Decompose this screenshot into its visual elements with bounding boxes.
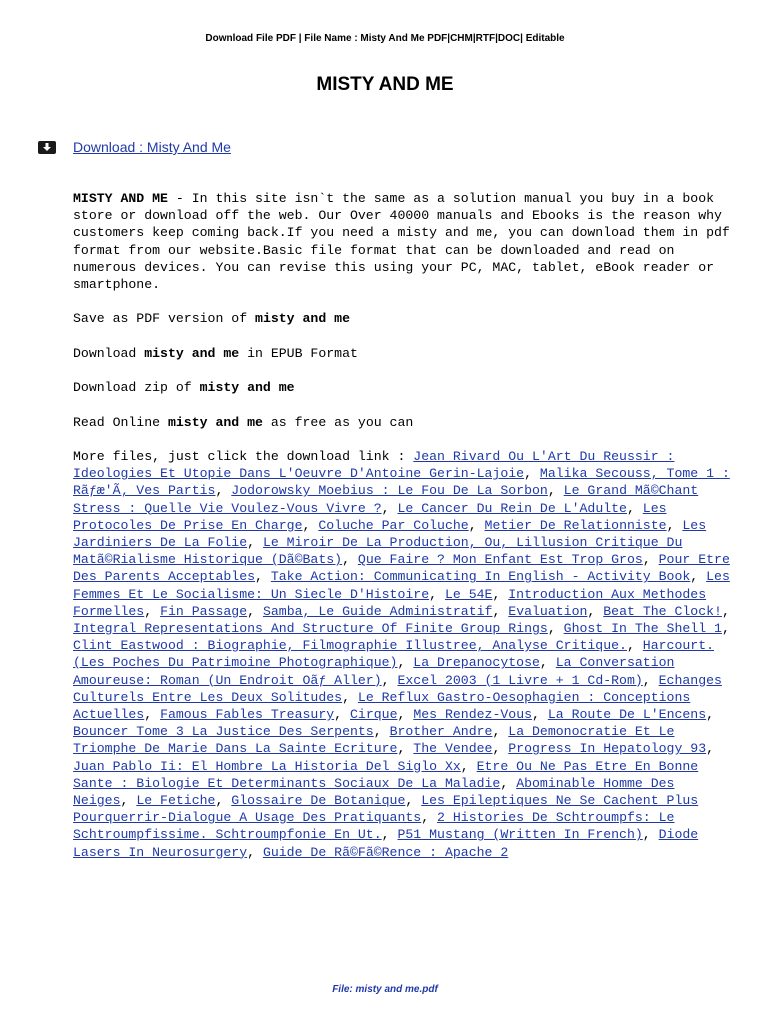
separator: , [547,483,564,499]
separator: , [492,586,509,602]
separator: , [373,724,390,740]
file-link[interactable]: Abominable Homme Des Neiges [73,775,675,809]
separator: , [144,707,161,723]
separator: , [721,621,730,636]
file-link[interactable]: Metier De Relationniste [484,517,667,533]
read-online-line [73,414,733,431]
page-header: Download File PDF | File Name : Misty And Me PDF|CHM|RTF|DOC| Editable [205,33,565,44]
separator: , [381,672,398,688]
file-link[interactable]: Le Fetiche [136,793,216,809]
file-link[interactable]: Pour Etre Des Parents Acceptables [73,552,730,585]
separator: , [460,758,477,774]
file-link[interactable]: Les Jardiniers De La Folie [73,517,707,550]
file-link[interactable]: La Route De L'Encens [547,707,707,723]
file-link[interactable]: Que Faire ? Mon Enfant Est Trop Gros [357,552,643,568]
line-text: in EPUB Format [239,345,358,361]
intro-paragraph [73,190,733,293]
file-link[interactable]: Mes Rendez-Vous [413,707,533,723]
file-link[interactable]: Brother Andre [389,724,493,740]
download-row [38,137,231,157]
file-link[interactable]: Progress In Hepatology 93 [508,741,707,757]
intro-text: - In this site isn`t the same as a solution manual you buy in a book store or download off the web. Our Over 40000 manuals and Ebooks is the reason why customers keep coming back.If you need a misty and me, you can download them in pdf format from our website.Basic file format that can be downloaded and read on numerous devices. You can revise this using your PC, MAC, tablet, eBook reader or smartphone. [73,191,730,293]
separator: , [397,655,414,671]
file-link[interactable]: Le Reflux Gastro-Oesophagien : Conceptions Actuelles [73,689,691,723]
file-link[interactable]: P51 Mustang (Written In French) [397,827,643,843]
separator: , [120,793,137,809]
file-link[interactable]: The Vendee [413,741,493,757]
file-link[interactable]: Excel 2003 (1 Livre + 1 Cd-Rom) [397,672,643,688]
document-body [73,190,733,878]
file-link[interactable]: Beat The Clock! [603,603,722,619]
separator: , [334,707,350,723]
file-link[interactable]: Guide De Rã©Fã©Rence : Apache 2 [262,844,509,860]
separator: , [144,603,161,619]
file-link[interactable]: Integral Representations And Structure Of Finite Group Rings [73,621,548,636]
epub-line [73,345,733,362]
page-title: MISTY AND ME [316,74,454,95]
download-link[interactable]: Download : Misty And Me [73,139,231,155]
separator: , [492,724,509,740]
file-link[interactable]: Le 54E [444,586,493,602]
separator: , [587,603,604,619]
file-link[interactable]: Juan Pablo Ii: El Hombre La Historia Del Siglo Xx [73,758,461,774]
file-link[interactable]: Le Grand Mã©Chant Stress : Quelle Vie Voulez-Vous Vivre ? [73,483,699,516]
separator: , [642,552,659,568]
zip-line [73,379,733,396]
file-link[interactable]: Le Miroir De La Production, Ou, Lillusion Critique Du Matã©Rialisme Historique (Dã©Bats) [73,534,683,568]
file-link[interactable]: Introduction Aux Methodes Formelles [73,586,707,619]
more-files-list [73,449,730,860]
separator: , [706,741,715,757]
file-link[interactable]: La Conversation Amoureuse: Roman (Un Endroit Oãƒ Aller) [73,655,675,688]
separator: , [706,707,715,723]
page-footer: File: misty and me.pdf [332,984,438,995]
line-text: Save as PDF version of [73,311,256,327]
line-text: as free as you can [262,414,414,430]
more-files-intro: More files, just click the download link : [73,448,414,464]
file-link[interactable]: Echanges Culturels Entre Les Deux Solitudes [73,672,722,705]
separator: , [547,621,564,636]
file-link[interactable]: Coluche Par Coluche [318,517,469,533]
file-link[interactable]: Cirque [350,707,398,723]
line-text: Download [73,345,145,361]
file-link[interactable]: 2 Histories De Schtroumpfs: Le Schtroumpfissime. Schtroumpfonie En Ut. [73,810,675,843]
separator: , [524,466,540,482]
file-link[interactable]: Jodorowsky Moebius : Le Fou De La Sorbon [231,483,548,499]
separator: , [492,741,509,757]
separator: , [429,586,445,602]
separator: , [247,534,263,550]
download-icon[interactable] [38,141,56,154]
separator: , [666,517,683,533]
file-link[interactable]: Evaluation [508,603,588,619]
file-link[interactable]: Malika Secouss, Tome 1 : Rãƒæ'Ã‚ Ves Partis [73,466,730,499]
separator: , [342,552,358,568]
separator: , [302,517,319,533]
file-link[interactable]: Diode Lasers In Neurosurgery [73,827,699,860]
file-link[interactable]: La Demonocratie Et Le Triomphe De Marie Dans La Sainte Ecriture [73,724,675,757]
line-text: Read Online [73,414,168,430]
line-keyword: misty and me [144,345,240,361]
separator: , [381,500,398,516]
more-files-paragraph [73,448,733,861]
separator: , [342,689,358,705]
file-link[interactable]: Les Femmes Et Le Socialisme: Un Siecle D'Histoire [73,569,730,602]
save-pdf-line [73,310,733,327]
file-link[interactable]: Les Protocoles De Prise En Charge [73,500,667,533]
file-link[interactable]: Harcourt. (Les Poches Du Patrimoine Photographique) [73,638,715,671]
file-link[interactable]: Bouncer Tome 3 La Justice Des Serpents [73,724,374,740]
separator: , [381,827,398,843]
file-link[interactable]: Etre Ou Ne Pas Etre En Bonne Sante : Biologie Et Determinants Sociaux De La Maladie [73,758,699,791]
separator: , [421,810,438,826]
separator: , [405,793,422,809]
separator: , [247,844,263,860]
separator: , [215,483,232,499]
separator: , [247,603,263,619]
file-link[interactable]: Fin Passage [160,603,248,619]
separator: , [626,500,643,516]
separator: , [642,672,659,688]
line-keyword: misty and me [167,414,263,430]
file-link[interactable]: La Drepanocytose [413,655,540,671]
separator: , [397,707,414,723]
separator: , [642,827,659,843]
file-link[interactable]: Famous Fables Treasury [160,707,335,723]
separator: , [532,707,548,723]
file-link[interactable]: Glossaire De Botanique [231,793,406,809]
separator: , [468,517,485,533]
separator: , [255,569,271,585]
separator: , [626,638,643,654]
separator: , [492,603,509,619]
line-keyword: misty and me [255,311,350,327]
separator: , [215,793,232,809]
separator: , [500,775,517,791]
separator: , [539,655,556,671]
file-link[interactable]: Le Cancer Du Rein De L'Adulte [397,500,627,516]
line-keyword: misty and me [199,380,295,396]
separator: , [721,603,730,619]
file-link[interactable]: Ghost In The Shell 1 [563,621,722,636]
line-text: Download zip of [73,380,200,396]
file-link[interactable]: Les Epileptiques Ne Se Cachent Plus Pourquerrir-Dialogue A Usage Des Pratiquants [73,793,699,826]
file-link[interactable]: Jean Rivard Ou L'Art Du Reussir : Ideologies Et Utopie Dans L'Oeuvre D'Antoine Gerin-Lajoie [73,448,675,482]
file-link[interactable]: Clint Eastwood : Biographie, Filmographie Illustree, Analyse Critique. [73,638,627,654]
separator: , [397,741,414,757]
intro-title: MISTY AND ME [73,191,168,206]
file-link[interactable]: Take Action: Communicating In English - Activity Book [270,569,691,585]
separator: , [690,569,707,585]
file-link[interactable]: Samba, Le Guide Administratif [262,603,493,619]
